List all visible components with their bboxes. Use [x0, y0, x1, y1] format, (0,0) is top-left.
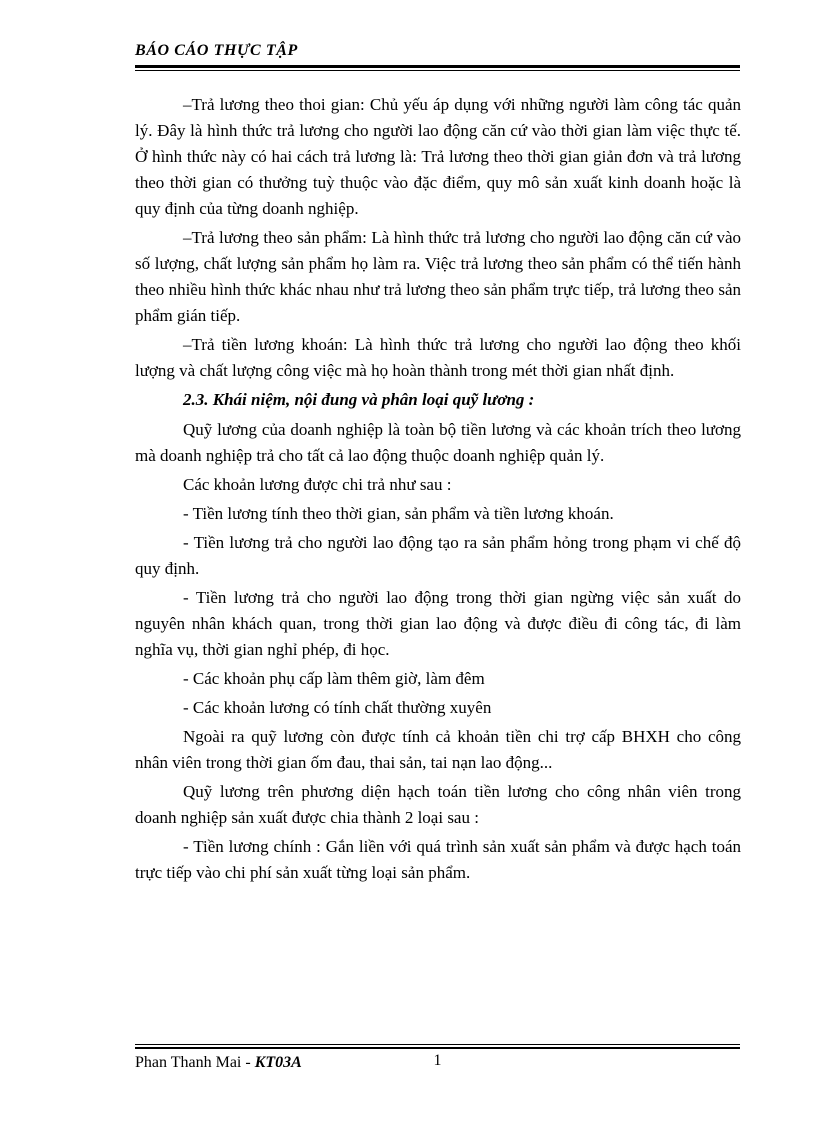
paragraph-salary-fund-def: Quỹ lương của doanh nghiệp là toàn bộ tiền lương và các khoản trích theo lương mà doanh nghiệp trả cho tất cả lao động thuộc doanh nghiệp quản lý.: [135, 420, 741, 465]
footer-rule-thin: [135, 1044, 740, 1045]
section-heading-2-3: 2.3. Khái niệm, nội đung và phân loại quỹ lương :: [183, 390, 535, 409]
list-item-defective-products: - Tiền lương trả cho người lao động tạo ra sản phẩm hỏng trong phạm vi chế độ quy định.: [135, 533, 741, 578]
paragraph-pay-by-contract: –Trả tiền lương khoán: Là hình thức trả lương cho người lao động theo khối lượng và chất lượng công việc mà họ hoàn thành trong mét thời gian nhất định.: [135, 335, 741, 380]
paragraph-pay-by-time: –Trả lương theo thoi gian: Chủ yếu áp dụng với những người làm công tác quản lý. Đây là hình thức trả lương cho người lao động căn cứ vào thời gian làm việc thực tế. Ở hình thức này có hai cách trả lương là: Trả lương theo thời gian giản đơn và trả lương theo thời gian có thưởng tuỳ thuộc vào đặc điểm, quy mô sản xuất kinh doanh hoặc là quy định của từng doanh nghiệp.: [135, 95, 741, 218]
list-item-work-stoppage: - Tiền lương trả cho người lao động trong thời gian ngừng việc sản xuất do nguyên nhân khách quan, trong thời gian lao động và được điều đi công tác, đi làm nghĩa vụ, thời gian nghỉ phép, đi học.: [135, 588, 741, 659]
list-item-overtime-allowance: - Các khoản phụ cấp làm thêm giờ, làm đêm: [183, 669, 485, 688]
list-item-regular-salary: - Các khoản lương có tính chất thường xuyên: [183, 698, 492, 717]
footer-rule-thick: [135, 1047, 740, 1049]
page-footer: [135, 1044, 740, 1073]
header-rule-thin: [135, 70, 740, 71]
list-item-salary-types: - Tiền lương tính theo thời gian, sản phẩm và tiền lương khoán.: [183, 504, 614, 523]
page-number: 1: [433, 1052, 442, 1069]
list-item-main-salary: - Tiền lương chính : Gắn liền với quá trình sản xuất sản phẩm và được hạch toán trực tiếp vào chi phí sản xuất từng loại sản phẩm.: [135, 837, 741, 882]
header-title: BÁO CÁO THỰC TẬP: [135, 42, 298, 59]
header-rule-thick: [135, 65, 740, 68]
footer-author-name: Phan Thanh Mai -: [135, 1054, 255, 1071]
paragraph-pay-by-product: –Trả lương theo sản phẩm: Là hình thức trả lương cho người lao động căn cứ vào số lượng, chất lượng sản phẩm họ làm ra. Việc trả lương theo sản phẩm có thể tiến hành theo nhiều hình thức khác nhau như trả lương theo sản phẩm trực tiếp, trả lương theo sản phẩm gián tiếp.: [135, 228, 741, 325]
paragraph-two-categories: Quỹ lương trên phương diện hạch toán tiền lương cho công nhân viên trong doanh nghiệp sản xuất được chia thành 2 loại sau :: [135, 782, 741, 827]
paragraph-payout-intro: Các khoản lương được chi trả như sau :: [183, 475, 452, 494]
page-header: [135, 42, 740, 71]
document-body: [135, 92, 741, 889]
paragraph-bhxh-subsidy: Ngoài ra quỹ lương còn được tính cả khoản tiền chi trợ cấp BHXH cho công nhân viên trong thời gian ốm đau, thai sản, tai nạn lao động...: [135, 727, 741, 772]
footer-class-code: KT03A: [254, 1054, 302, 1071]
footer-row: [135, 1053, 740, 1073]
